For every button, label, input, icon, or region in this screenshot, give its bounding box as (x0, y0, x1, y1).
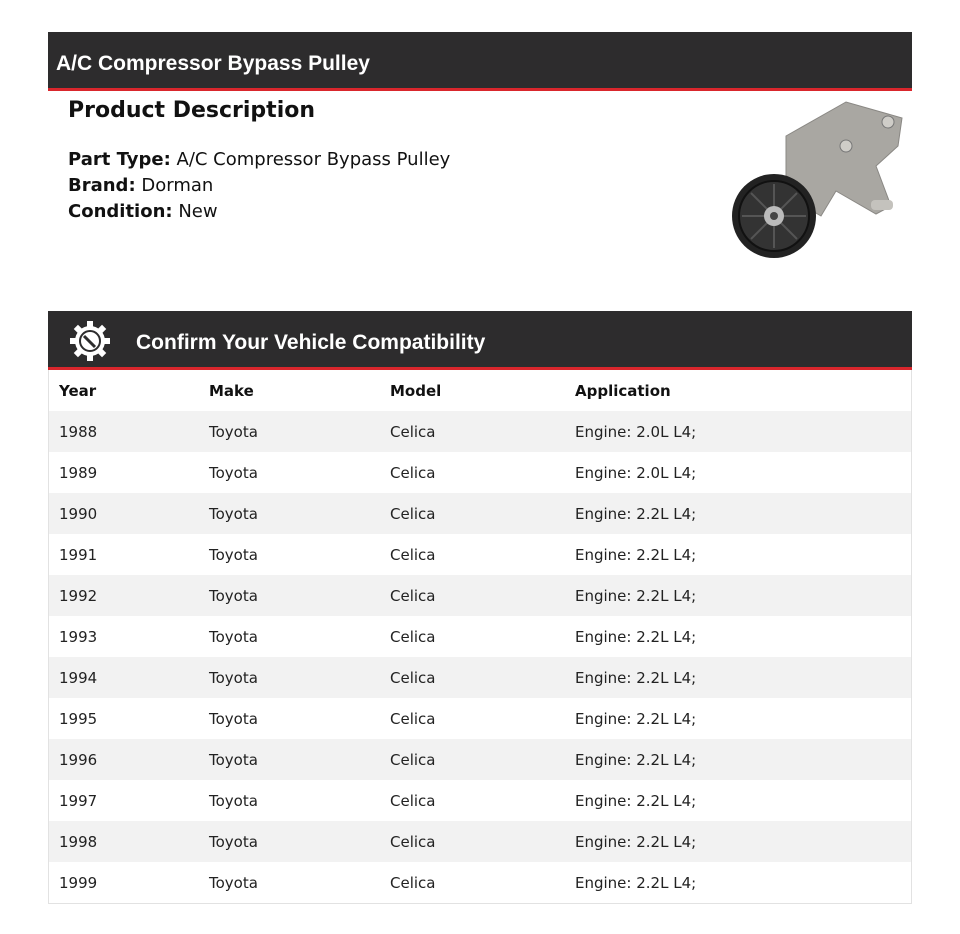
make-cell: Toyota (209, 504, 258, 523)
field-label: Brand: (68, 175, 136, 196)
application-cell: Engine: 2.2L L4; (575, 586, 697, 605)
model-cell: Celica (390, 627, 436, 646)
field-value: A/C Compressor Bypass Pulley (176, 149, 451, 170)
model-cell: Celica (390, 545, 436, 564)
table-row (49, 411, 912, 452)
col-make: Make (209, 381, 254, 400)
table-row (49, 657, 912, 698)
make-cell: Toyota (209, 627, 258, 646)
model-cell: Celica (390, 668, 436, 687)
table-row (49, 780, 912, 821)
compatibility-bar (48, 311, 912, 370)
table-header-row (49, 370, 912, 411)
application-cell: Engine: 2.2L L4; (575, 668, 697, 687)
application-cell: Engine: 2.0L L4; (575, 422, 697, 441)
application-cell: Engine: 2.0L L4; (575, 463, 697, 482)
year-cell: 1998 (59, 832, 98, 851)
application-cell: Engine: 2.2L L4; (575, 627, 697, 646)
table-row (49, 698, 912, 739)
application-cell: Engine: 2.2L L4; (575, 750, 697, 769)
application-cell: Engine: 2.2L L4; (575, 873, 697, 892)
model-cell: Celica (390, 709, 436, 728)
product-description (68, 98, 450, 225)
table-row (49, 452, 912, 493)
make-cell: Toyota (209, 586, 258, 605)
table-row (49, 739, 912, 780)
year-cell: 1988 (59, 422, 98, 441)
table-row (49, 862, 912, 904)
part-type-row (68, 147, 450, 173)
col-model: Model (390, 381, 442, 400)
gear-icon (68, 319, 112, 363)
product-title-bar (48, 32, 912, 91)
table-row (49, 575, 912, 616)
application-cell: Engine: 2.2L L4; (575, 832, 697, 851)
field-label: Condition: (68, 201, 173, 222)
brand-row (68, 173, 450, 199)
year-cell: 1992 (59, 586, 98, 605)
year-cell: 1990 (59, 504, 98, 523)
description-heading: Product Description (68, 98, 316, 123)
year-cell: 1993 (59, 627, 98, 646)
product-image (726, 96, 910, 276)
year-cell: 1989 (59, 463, 98, 482)
model-cell: Celica (390, 463, 436, 482)
col-application: Application (575, 381, 671, 400)
year-cell: 1997 (59, 791, 98, 810)
table-row (49, 821, 912, 862)
make-cell: Toyota (209, 709, 258, 728)
model-cell: Celica (390, 422, 436, 441)
make-cell: Toyota (209, 750, 258, 769)
field-value: New (178, 201, 218, 222)
table-row (49, 493, 912, 534)
col-year: Year (59, 381, 97, 400)
model-cell: Celica (390, 832, 436, 851)
make-cell: Toyota (209, 422, 258, 441)
application-cell: Engine: 2.2L L4; (575, 504, 697, 523)
model-cell: Celica (390, 873, 436, 892)
year-cell: 1996 (59, 750, 98, 769)
table-row (49, 616, 912, 657)
make-cell: Toyota (209, 791, 258, 810)
make-cell: Toyota (209, 832, 258, 851)
model-cell: Celica (390, 504, 436, 523)
make-cell: Toyota (209, 873, 258, 892)
field-label: Part Type: (68, 149, 171, 170)
make-cell: Toyota (209, 463, 258, 482)
model-cell: Celica (390, 791, 436, 810)
year-cell: 1999 (59, 873, 98, 892)
condition-row (68, 199, 450, 225)
year-cell: 1991 (59, 545, 98, 564)
year-cell: 1994 (59, 668, 98, 687)
field-value: Dorman (141, 175, 214, 196)
compatibility-table (48, 370, 912, 904)
make-cell: Toyota (209, 545, 258, 564)
application-cell: Engine: 2.2L L4; (575, 709, 697, 728)
table-row (49, 534, 912, 575)
make-cell: Toyota (209, 668, 258, 687)
model-cell: Celica (390, 586, 436, 605)
model-cell: Celica (390, 750, 436, 769)
application-cell: Engine: 2.2L L4; (575, 545, 697, 564)
year-cell: 1995 (59, 709, 98, 728)
product-title: A/C Compressor Bypass Pulley (56, 52, 370, 75)
application-cell: Engine: 2.2L L4; (575, 791, 697, 810)
compatibility-title: Confirm Your Vehicle Compatibility (136, 331, 486, 354)
